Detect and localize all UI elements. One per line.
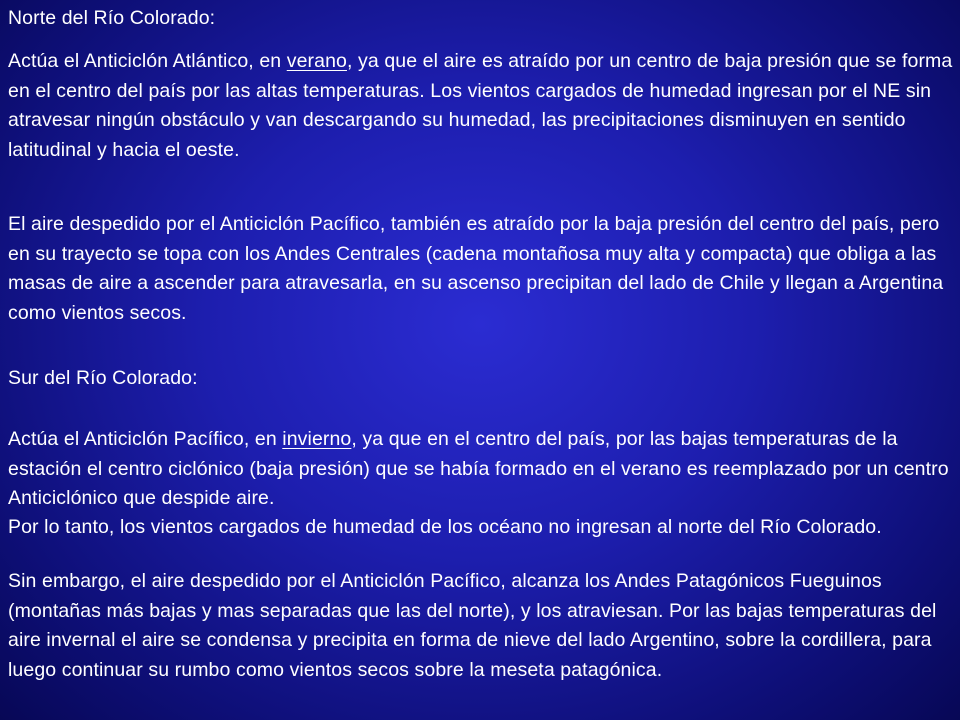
south-heading: Sur del Río Colorado: [8,367,198,389]
north-paragraph-1-start: Actúa el Anticiclón Atlántico, en [8,50,287,72]
south-paragraph-1-rest: , ya que en el centro del país, por las bajas temperaturas de la estación el centro ciclónico (baja presión) que se había formado en el verano es reemplazado por un centro Anticiclónico que despide aire. [8,428,949,509]
north-paragraph-2: El aire despedido por el Anticiclón Pacífico, también es atraído por la baja presión del centro del país, pero en su trayecto se topa con los Andes Centrales (cadena montañosa muy alta y compacta) que obliga a las masas de aire a ascender para atravesarla, en su ascenso precipitan del lado de Chile y llegan a Argentina como vientos secos. [8,213,944,324]
slide-content [8,0,953,720]
south-paragraph-3: Sin embargo, el aire despedido por el Anticiclón Pacífico, alcanza los Andes Patagónicos Fueguinos (montañas más bajas y mas separadas que las del norte), y los atraviesan. Por las bajas temperaturas del aire invernal el aire se condensa y precipita en forma de nieve del lado Argentino, sobre la cordillera, para luego continuar su rumbo como vientos secos sobre la meseta patagónica. [8,570,937,681]
south-paragraph-1 [8,425,953,514]
north-heading: Norte del Río Colorado: [8,7,216,29]
south-paragraph-2: Por lo tanto, los vientos cargados de humedad de los océano no ingresan al norte del Río Colorado. [8,516,882,538]
season-summer: verano [286,50,347,72]
south-paragraph-1-start: Actúa el Anticiclón Pacífico, en [8,428,283,450]
north-paragraph-1-rest: , ya que el aire es atraído por un centro de baja presión que se forma en el centro del país por las altas temperaturas. Los vientos cargados de humedad ingresan por el NE sin atravesar ningún obstáculo y van descargando su humedad, las precipitaciones disminuyen en sentido latitudinal y hacia el oeste. [8,50,953,161]
season-winter: invierno [282,428,352,450]
north-paragraph-1 [8,47,953,165]
